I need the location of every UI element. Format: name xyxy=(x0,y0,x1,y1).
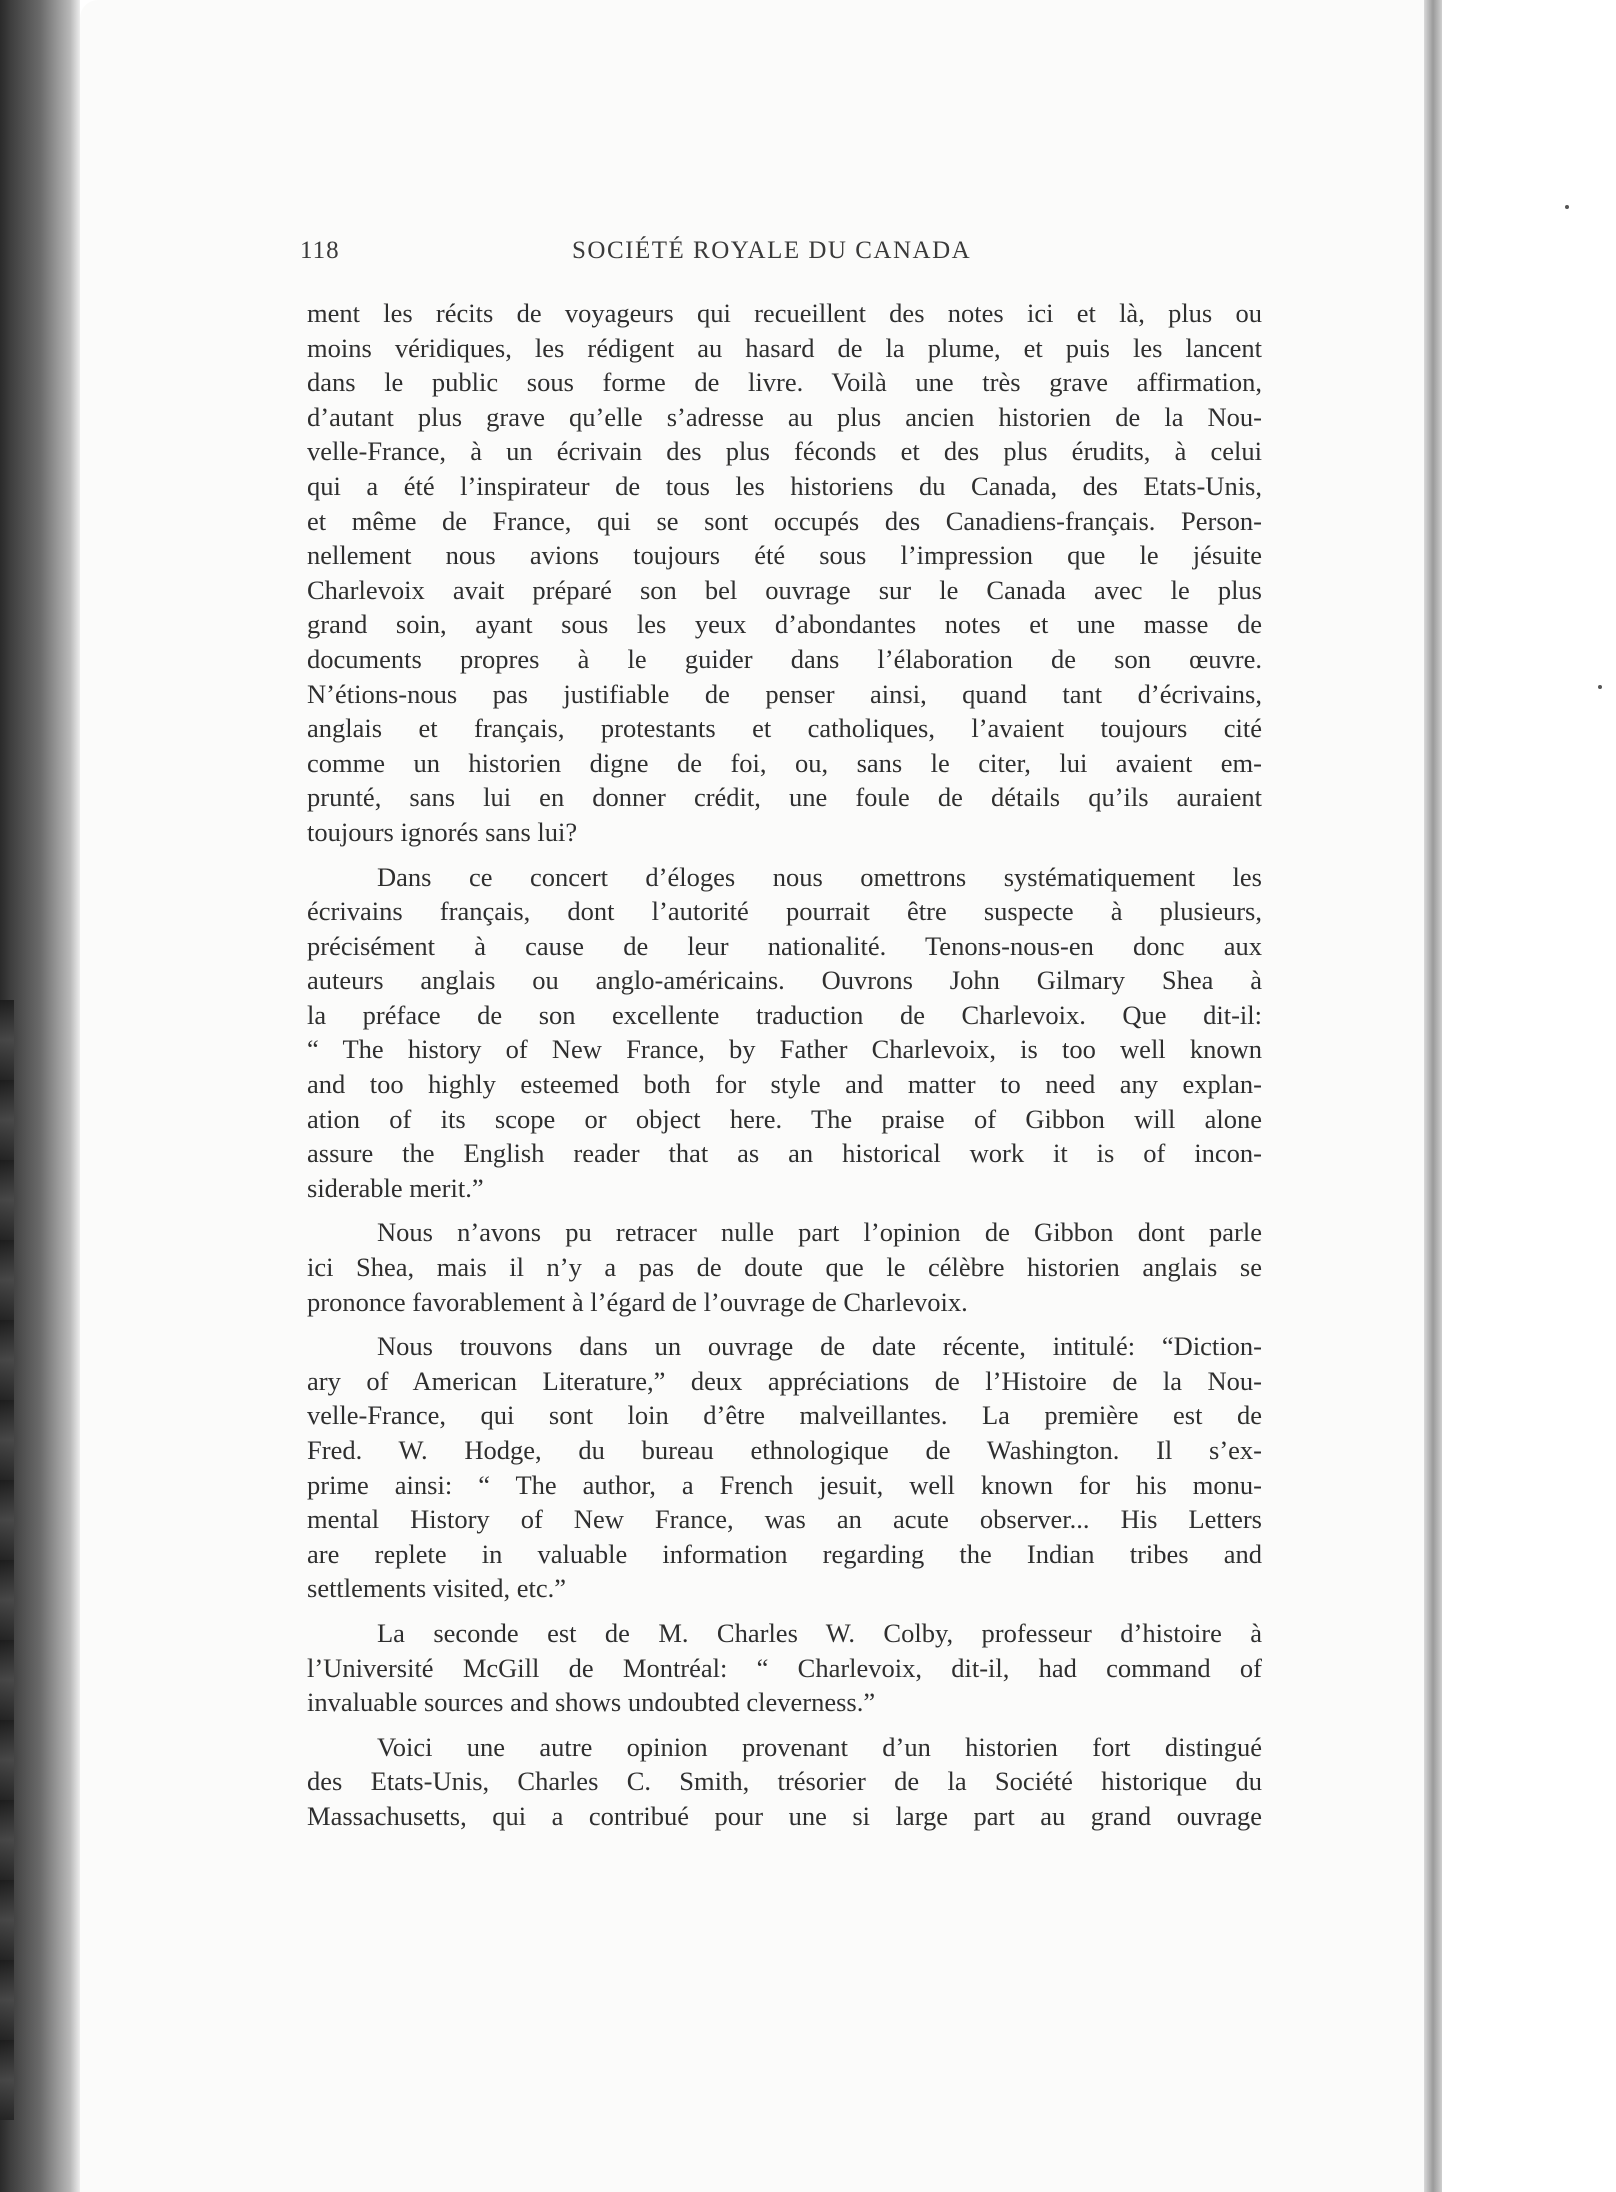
text-line: velle-France, qui sont loin d’être malveillantes. La première est de xyxy=(307,1400,1262,1431)
text-line: nellement nous avions toujours été sous l’impression que le jésuite xyxy=(307,540,1262,571)
text-line: velle-France, à un écrivain des plus féconds et des plus érudits, à celui xyxy=(307,436,1262,467)
paragraph-gap xyxy=(307,1606,1262,1616)
text-line: ici Shea, mais il n’y a pas de doute que le célèbre historien anglais se xyxy=(307,1252,1262,1283)
text-line: mental History of New France, was an acute observer... His Letters xyxy=(307,1504,1262,1535)
text-line: Nous n’avons pu retracer nulle part l’opinion de Gibbon dont parle xyxy=(377,1217,1262,1248)
text-line: la préface de son excellente traduction de Charlevoix. Que dit-il: xyxy=(307,999,1262,1030)
text-line: and too highly esteemed both for style and matter to need any explan- xyxy=(307,1069,1262,1100)
text-line: comme un historien digne de foi, ou, sans le citer, lui avaient em- xyxy=(307,747,1262,778)
text-line: “ The history of New France, by Father Charlevoix, is too well known xyxy=(307,1034,1262,1065)
text-line: N’étions-nous pas justifiable de penser ainsi, quand tant d’écrivains, xyxy=(307,678,1262,709)
text-line: prunté, sans lui en donner crédit, une foule de détails qu’ils auraient xyxy=(307,782,1262,813)
body-text xyxy=(307,296,1262,1834)
text-line: Nous trouvons dans un ouvrage de date récente, intitulé: “Diction- xyxy=(377,1331,1262,1362)
text-line: siderable merit.” xyxy=(307,1172,484,1203)
paragraph-gap xyxy=(307,1720,1262,1730)
page-number: 118 xyxy=(300,237,340,264)
text-line: qui a été l’inspirateur de tous les historiens du Canada, des Etats-Unis, xyxy=(307,470,1262,501)
text-line: assure the English reader that as an historical work it is of incon- xyxy=(307,1138,1262,1169)
text-line: prime ainsi: “ The author, a French jesuit, well known for his monu- xyxy=(307,1469,1262,1500)
text-line: La seconde est de M. Charles W. Colby, professeur d’histoire à xyxy=(377,1617,1262,1648)
text-line: are replete in valuable information regarding the Indian tribes and xyxy=(307,1538,1262,1569)
text-line: ary of American Literature,” deux appréciations de l’Histoire de la Nou- xyxy=(307,1365,1262,1396)
text-line: d’autant plus grave qu’elle s’adresse au plus ancien historien de la Nou- xyxy=(307,401,1262,432)
text-line: ation of its scope or object here. The praise of Gibbon will alone xyxy=(307,1103,1262,1134)
text-line: auteurs anglais ou anglo-américains. Ouvrons John Gilmary Shea à xyxy=(307,965,1262,996)
text-line: invaluable sources and shows undoubted cleverness.” xyxy=(307,1687,876,1718)
text-line: anglais et français, protestants et catholiques, l’avaient toujours cité xyxy=(307,713,1262,744)
text-line: grand soin, ayant sous les yeux d’abondantes notes et une masse de xyxy=(307,609,1262,640)
text-line: toujours ignorés sans lui? xyxy=(307,816,578,847)
running-head xyxy=(300,237,1300,277)
scan-speck xyxy=(1598,685,1602,689)
scan-right-margin xyxy=(1442,0,1616,2192)
text-line: Charlevoix avait préparé son bel ouvrage sur le Canada avec le plus xyxy=(307,574,1262,605)
text-line: Massachusetts, qui a contribué pour une si large part au grand ouvrage xyxy=(307,1800,1262,1831)
text-line: prononce favorablement à l’égard de l’ouvrage de Charlevoix. xyxy=(307,1286,968,1317)
text-line: et même de France, qui se sont occupés des Canadiens-français. Person- xyxy=(307,505,1262,536)
text-line: précisément à cause de leur nationalité. Tenons-nous-en donc aux xyxy=(307,930,1262,961)
text-line: Voici une autre opinion provenant d’un historien fort distingué xyxy=(377,1731,1262,1762)
text-line: Dans ce concert d’éloges nous omettrons systématiquement les xyxy=(377,861,1262,892)
paragraph-gap xyxy=(307,1319,1262,1329)
text-line: des Etats-Unis, Charles C. Smith, trésorier de la Société historique du xyxy=(307,1766,1262,1797)
scan-speck xyxy=(1565,205,1569,209)
text-line: ment les récits de voyageurs qui recueillent des notes ici et là, plus ou xyxy=(307,298,1262,328)
text-line: l’Université McGill de Montréal: “ Charlevoix, dit-il, had command of xyxy=(307,1652,1262,1683)
text-line: settlements visited, etc.” xyxy=(307,1573,567,1604)
paragraph-gap xyxy=(307,1205,1262,1215)
running-title: SOCIÉTÉ ROYALE DU CANADA xyxy=(572,237,972,264)
text-line: dans le public sous forme de livre. Voilà une très grave affirmation, xyxy=(307,367,1262,398)
paragraph-gap xyxy=(307,850,1262,860)
text-line: documents propres à le guider dans l’élaboration de son œuvre. xyxy=(307,643,1262,674)
scan-left-edge xyxy=(0,1000,14,2120)
page-right-edge xyxy=(1424,0,1442,2192)
text-line: Fred. W. Hodge, du bureau ethnologique de Washington. Il s’ex- xyxy=(307,1435,1262,1465)
text-line: moins véridiques, les rédigent au hasard de la plume, et puis les lancent xyxy=(307,332,1262,363)
text-line: écrivains français, dont l’autorité pourrait être suspecte à plusieurs, xyxy=(307,896,1262,927)
